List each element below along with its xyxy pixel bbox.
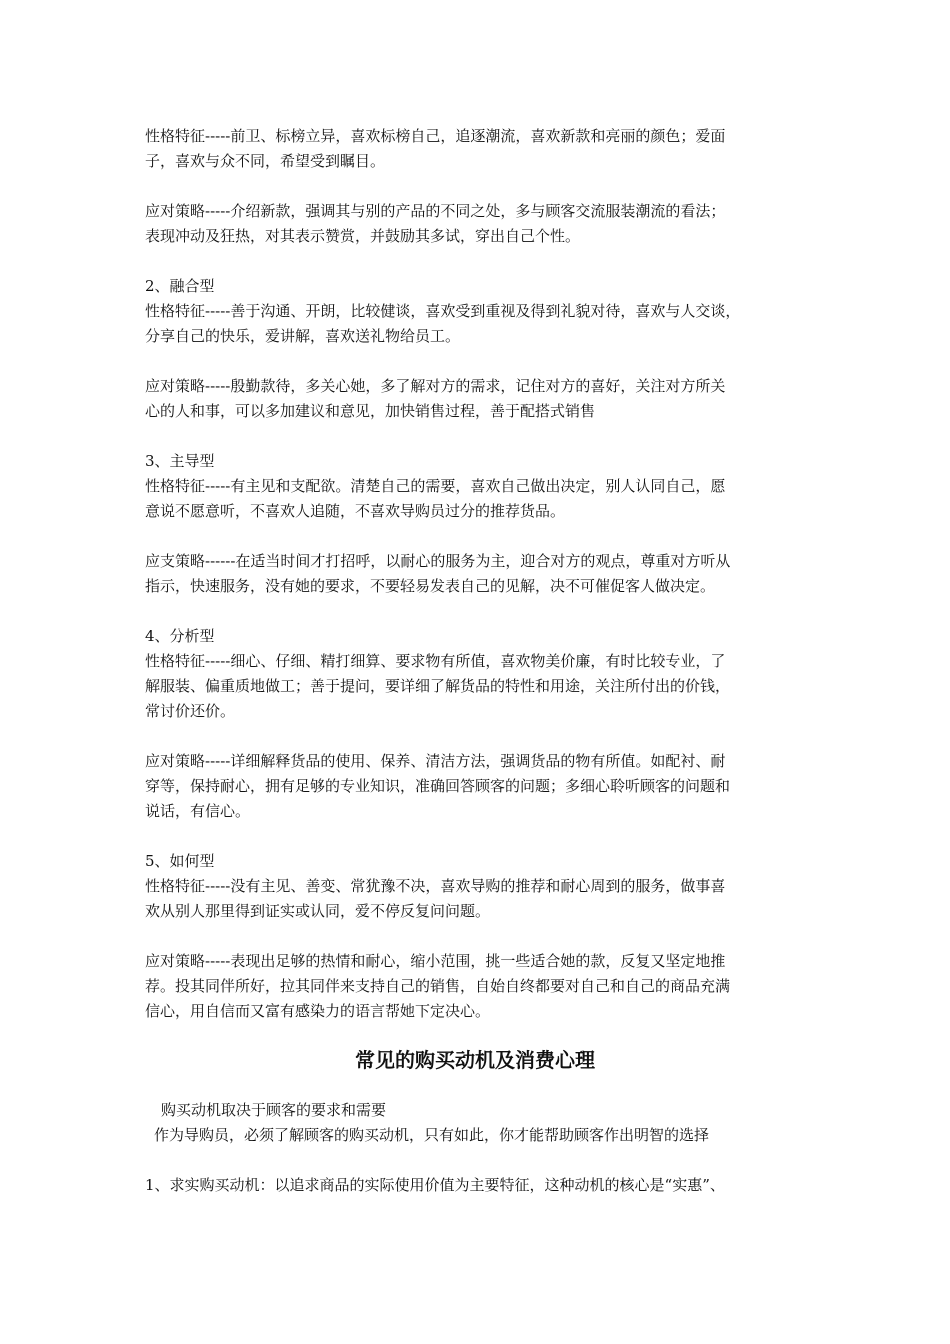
- text-line: 说话，有信心。: [145, 802, 251, 820]
- text-line: 应支策略------在适当时间才打招呼，以耐心的服务为主，迎合对方的观点，尊重对方听从: [145, 552, 731, 570]
- intro-paragraph: [145, 1098, 815, 1148]
- section-3-strategy: [145, 549, 815, 599]
- text-line: 1、求实购买动机：以追求商品的实际使用价值为主要特征，这种动机的核心是“实惠”、: [145, 1176, 725, 1194]
- text-line: 购买动机取决于顾客的要求和需要: [161, 1101, 387, 1119]
- text-line: 作为导购员，必须了解顾客的购买动机，只有如此，你才能帮助顾客作出明智的选择: [154, 1126, 710, 1144]
- section-4-strategy: [145, 749, 815, 824]
- text-line: 性格特征-----细心、仔细、精打细算、要求物有所值，喜欢物美价廉，有时比较专业，了: [145, 652, 726, 670]
- text-line: 信心，用自信而又富有感染力的语言帮她下定决心。: [145, 1002, 491, 1020]
- text-line: 心的人和事，可以多加建议和意见，加快销售过程，善于配搭式销售: [145, 402, 596, 420]
- text-line: 应对策略-----殷勤款待，多关心她，多了解对方的需求，记住对方的喜好，关注对方所关: [145, 377, 726, 395]
- text-line: 荐。投其同伴所好，拉其同伴来支持自己的销售，自始自终都要对自己和自己的商品充满: [145, 977, 731, 995]
- section-2-strategy: [145, 374, 815, 424]
- text-line: 表现冲动及狂热，对其表示赞赏，并鼓励其多试，穿出自己个性。: [145, 227, 581, 245]
- paragraph-2: [145, 199, 815, 249]
- text-line: 常讨价还价。: [145, 702, 236, 720]
- text-line: 应对策略-----详细解释货品的使用、保养、清洁方法，强调货品的物有所值。如配衬、耐: [145, 752, 726, 770]
- section-4-traits: [145, 624, 815, 724]
- section-title: 3、主导型: [145, 452, 215, 470]
- text-line: 性格特征-----有主见和支配欲。清楚自己的需要，喜欢自己做出决定，别人认同自己，愿: [145, 477, 726, 495]
- document-body: [145, 124, 815, 1198]
- section-title: 4、分析型: [145, 627, 215, 645]
- text-line: 性格特征-----前卫、标榜立异，喜欢标榜自己，追逐潮流，喜欢新款和亮丽的颜色；爱面: [145, 127, 726, 145]
- text-line: 应对策略-----表现出足够的热情和耐心，缩小范围，挑一些适合她的款，反复又坚定地推: [145, 952, 726, 970]
- section-title: 5、如何型: [145, 852, 215, 870]
- text-line: 意说不愿意听，不喜欢人追随，不喜欢导购员过分的推荐货品。: [145, 502, 566, 520]
- text-line: 欢从别人那里得到证实或认同，爱不停反复问问题。: [145, 902, 491, 920]
- section-5-traits: [145, 849, 815, 924]
- text-line: 分享自己的快乐，爱讲解，喜欢送礼物给员工。: [145, 327, 461, 345]
- text-line: 子，喜欢与众不同，希望受到瞩目。: [145, 152, 386, 170]
- paragraph-1: [145, 124, 815, 174]
- text-line: 解服装、偏重质地做工；善于提问，要详细了解货品的特性和用途，关注所付出的价钱，: [145, 677, 731, 695]
- section-5-strategy: [145, 949, 815, 1024]
- text-line: 应对策略-----介绍新款，强调其与别的产品的不同之处，多与顾客交流服装潮流的看法；: [145, 202, 726, 220]
- motive-1-paragraph: [145, 1173, 815, 1198]
- text-line: 指示，快速服务，没有她的要求，不要轻易发表自己的见解，决不可催促客人做决定。: [145, 577, 716, 595]
- text-line: 性格特征-----没有主见、善变、常犹豫不决，喜欢导购的推荐和耐心周到的服务，做事喜: [145, 877, 726, 895]
- text-line: 穿等，保持耐心，拥有足够的专业知识，准确回答顾客的问题；多细心聆听顾客的问题和: [145, 777, 731, 795]
- section-2-traits: [145, 274, 815, 349]
- section-heading: 常见的购买动机及消费心理: [355, 1048, 595, 1072]
- text-line: 性格特征-----善于沟通、开朗，比较健谈，喜欢受到重视及得到礼貌对待，喜欢与人交谈，: [145, 302, 741, 320]
- section-3-traits: [145, 449, 815, 524]
- section-title: 2、融合型: [145, 277, 215, 295]
